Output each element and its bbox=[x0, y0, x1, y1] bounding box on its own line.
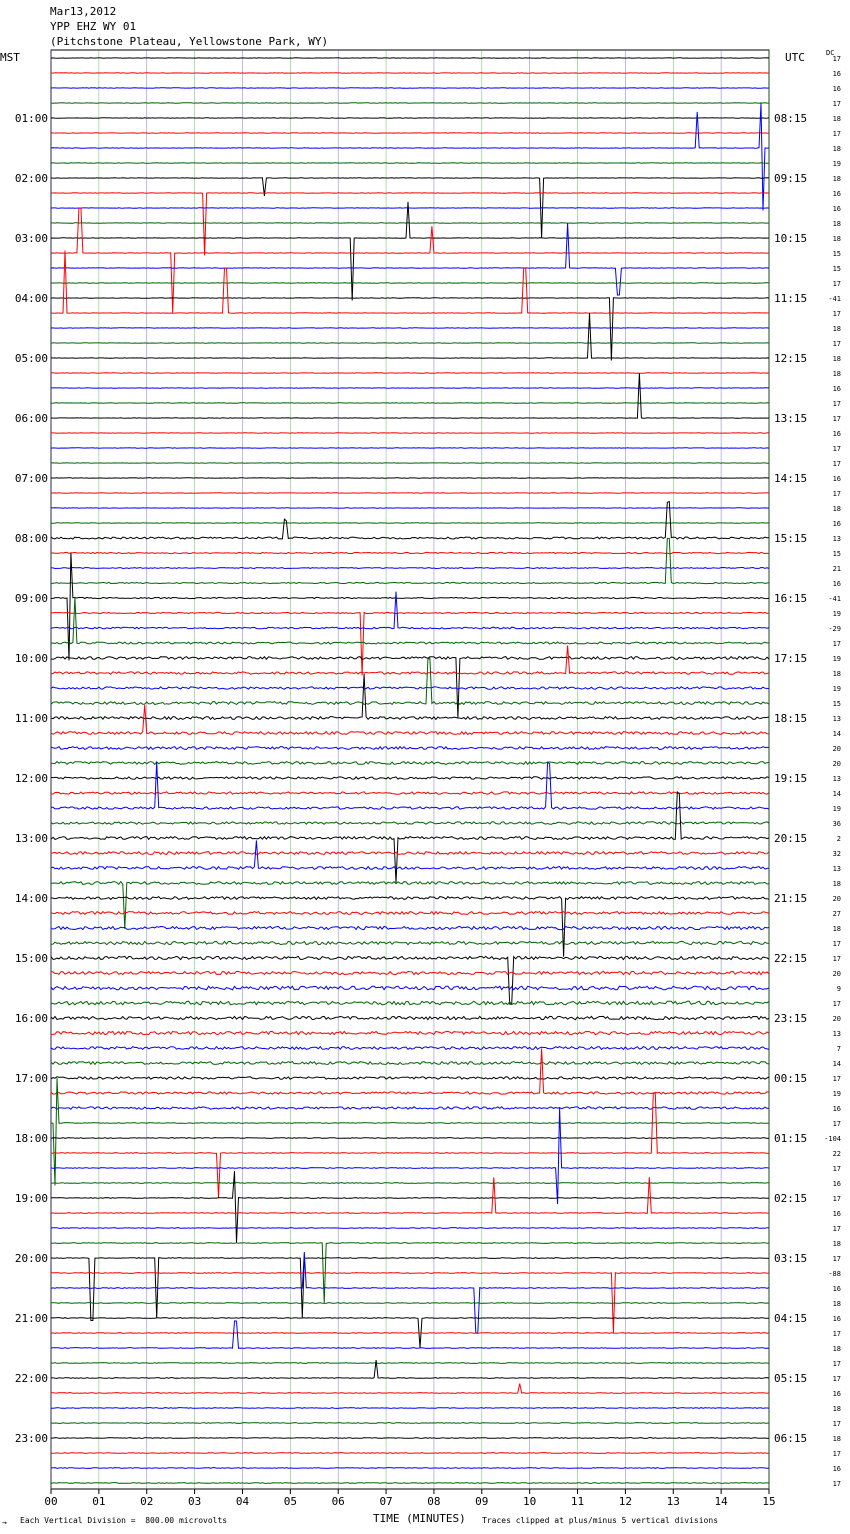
dc-offset-label: 14 bbox=[832, 790, 841, 798]
dc-offset-label: 16 bbox=[832, 1285, 841, 1293]
dc-offset-label: 20 bbox=[832, 1015, 841, 1023]
seismic-trace-72 bbox=[51, 1078, 769, 1185]
seismic-trace-93 bbox=[51, 1438, 769, 1439]
seismic-trace-21 bbox=[51, 313, 769, 358]
seismic-trace-14 bbox=[51, 208, 769, 313]
dc-offset-label: 18 bbox=[832, 115, 841, 123]
mst-hour-label: 05:00 bbox=[14, 352, 48, 365]
dc-offset-label: 17 bbox=[832, 1375, 841, 1383]
seismic-trace-62 bbox=[51, 971, 769, 974]
seismic-trace-43 bbox=[51, 687, 769, 689]
dc-offset-label: 19 bbox=[832, 685, 841, 693]
dc-offset-label: 19 bbox=[832, 610, 841, 618]
seismic-trace-33 bbox=[51, 502, 769, 539]
mst-hour-label: 14:00 bbox=[14, 892, 48, 905]
x-tick-label: 08 bbox=[427, 1495, 441, 1508]
dc-offset-label: 17 bbox=[832, 310, 841, 318]
seismic-trace-90 bbox=[51, 1384, 769, 1394]
dc-offset-label: 17 bbox=[832, 130, 841, 138]
dc-offset-label: 17 bbox=[832, 415, 841, 423]
utc-hour-label: 20:15 bbox=[774, 832, 808, 845]
dc-offset-label: 14 bbox=[832, 730, 841, 738]
seismic-trace-57 bbox=[51, 897, 769, 957]
seismic-trace-40 bbox=[51, 597, 769, 644]
x-tick-label: 01 bbox=[92, 1495, 106, 1508]
seismic-trace-18 bbox=[51, 251, 769, 314]
dc-offset-label: 13 bbox=[832, 715, 841, 723]
utc-hour-label: 06:15 bbox=[774, 1432, 808, 1445]
mst-hour-label: 19:00 bbox=[14, 1192, 48, 1205]
seismic-trace-46 bbox=[51, 705, 769, 735]
seismic-trace-66 bbox=[51, 1031, 769, 1034]
dc-offset-label: 18 bbox=[832, 325, 841, 333]
seismic-trace-85 bbox=[51, 1318, 769, 1348]
dc-offset-label: 18 bbox=[832, 220, 841, 228]
dc-offset-label: 17 bbox=[832, 640, 841, 648]
seismic-trace-13 bbox=[51, 202, 769, 301]
mst-hour-label: 07:00 bbox=[14, 472, 48, 485]
dc-offset-label: -88 bbox=[828, 1270, 841, 1278]
dc-offset-label: 18 bbox=[832, 670, 841, 678]
dc-offset-label: 20 bbox=[832, 745, 841, 753]
utc-hour-label: 22:15 bbox=[774, 952, 808, 965]
mst-hour-label: 10:00 bbox=[14, 652, 48, 665]
dc-offset-label: -41 bbox=[828, 595, 841, 603]
utc-hour-label: 03:15 bbox=[774, 1252, 808, 1265]
right-time-zone-label: UTC bbox=[785, 51, 805, 64]
mst-hour-label: 15:00 bbox=[14, 952, 48, 965]
seismic-trace-17 bbox=[51, 298, 769, 361]
mst-hour-label: 12:00 bbox=[14, 772, 48, 785]
left-time-zone-label: MST bbox=[0, 51, 20, 64]
dc-offset-label: 13 bbox=[832, 1030, 841, 1038]
corner-arrow-icon: → bbox=[2, 1518, 7, 1527]
seismic-trace-41 bbox=[51, 657, 769, 718]
dc-offset-label: 17 bbox=[832, 1420, 841, 1428]
mst-hour-label: 16:00 bbox=[14, 1012, 48, 1025]
mst-hour-label: 09:00 bbox=[14, 592, 48, 605]
seismic-trace-45 bbox=[51, 674, 769, 719]
dc-offset-label: 13 bbox=[832, 535, 841, 543]
dc-offset-label: 13 bbox=[832, 865, 841, 873]
x-tick-label: 09 bbox=[475, 1495, 489, 1508]
seismic-trace-36 bbox=[51, 538, 769, 583]
seismic-trace-52 bbox=[51, 822, 769, 824]
seismic-trace-58 bbox=[51, 912, 769, 915]
dc-offset-label: 36 bbox=[832, 820, 841, 828]
dc-offset-label: 16 bbox=[832, 385, 841, 393]
x-tick-label: 15 bbox=[762, 1495, 776, 1508]
seismic-trace-71 bbox=[51, 1107, 769, 1109]
seismic-trace-64 bbox=[51, 1001, 769, 1005]
seismic-trace-65 bbox=[51, 1016, 769, 1019]
utc-hour-label: 12:15 bbox=[774, 352, 808, 365]
dc-offset-label: 17 bbox=[832, 1480, 841, 1488]
dc-offset-label: 27 bbox=[832, 910, 841, 918]
dc-offset-label: 17 bbox=[832, 1450, 841, 1458]
utc-hour-label: 01:15 bbox=[774, 1132, 808, 1145]
clipping-note: Traces clipped at plus/minus 5 vertical divisions bbox=[482, 1516, 719, 1525]
dc-offset-label: 22 bbox=[832, 1150, 841, 1158]
seismic-trace-42 bbox=[51, 646, 769, 675]
seismic-trace-54 bbox=[51, 852, 769, 855]
dc-offset-label: 15 bbox=[832, 265, 841, 273]
dc-offset-label: 16 bbox=[832, 205, 841, 213]
dc-offset-label: 18 bbox=[832, 1435, 841, 1443]
seismic-trace-67 bbox=[51, 1047, 769, 1050]
x-tick-label: 02 bbox=[140, 1495, 154, 1508]
dc-offset-label: 17 bbox=[832, 1195, 841, 1203]
dc-offset-label: 16 bbox=[832, 520, 841, 528]
utc-hour-label: 23:15 bbox=[774, 1012, 808, 1025]
x-tick-label: 14 bbox=[714, 1495, 728, 1508]
mst-hour-label: 23:00 bbox=[14, 1432, 48, 1445]
vertical-scale-note: Each Vertical Division = 800.00 microvolts bbox=[20, 1516, 228, 1525]
seismic-trace-80 bbox=[51, 1243, 769, 1304]
seismic-trace-83 bbox=[51, 1252, 769, 1333]
utc-hour-label: 18:15 bbox=[774, 712, 808, 725]
dc-offset-label: 15 bbox=[832, 700, 841, 708]
seismic-trace-69 bbox=[51, 1077, 769, 1079]
seismic-trace-75 bbox=[51, 1108, 769, 1204]
seismic-trace-44 bbox=[51, 658, 769, 704]
seismic-trace-70 bbox=[51, 1048, 769, 1094]
dc-offset-label: 16 bbox=[832, 580, 841, 588]
dc-offset-label: 19 bbox=[832, 655, 841, 663]
dc-offset-label: 18 bbox=[832, 880, 841, 888]
mst-hour-label: 18:00 bbox=[14, 1132, 48, 1145]
utc-hour-label: 16:15 bbox=[774, 592, 808, 605]
dc-offset-label: 16 bbox=[832, 85, 841, 93]
dc-offset-label: 17 bbox=[832, 100, 841, 108]
dc-offset-label: 2 bbox=[836, 835, 841, 843]
dc-offset-label: 16 bbox=[832, 1315, 841, 1323]
dc-offset-label: 18 bbox=[832, 1300, 841, 1308]
seismic-trace-82 bbox=[51, 1273, 769, 1334]
dc-offset-label: 15 bbox=[832, 550, 841, 558]
dc-offset-label: 18 bbox=[832, 370, 841, 378]
seismic-trace-68 bbox=[51, 1062, 769, 1065]
dc-offset-label: 17 bbox=[832, 1000, 841, 1008]
dc-offset-label: 16 bbox=[832, 1465, 841, 1473]
dc-offset-label: 21 bbox=[832, 565, 841, 573]
utc-hour-label: 17:15 bbox=[774, 652, 808, 665]
x-tick-label: 12 bbox=[618, 1495, 633, 1508]
dc-offset-label: 17 bbox=[832, 280, 841, 288]
dc-offset-label: 17 bbox=[832, 55, 841, 63]
seismic-trace-86 bbox=[51, 1333, 769, 1334]
dc-offset-label: 18 bbox=[832, 505, 841, 513]
station-code: YPP EHZ WY 01 bbox=[50, 20, 137, 33]
dc-offset-label: 17 bbox=[832, 1225, 841, 1233]
seismic-trace-84 bbox=[51, 1303, 769, 1304]
dc-offset-label: 17 bbox=[832, 1360, 841, 1368]
dc-offset-label: -104 bbox=[824, 1135, 841, 1143]
dc-offset-label: 18 bbox=[832, 1240, 841, 1248]
dc-offset-label: 17 bbox=[832, 940, 841, 948]
seismic-trace-51 bbox=[51, 762, 769, 809]
seismic-trace-87 bbox=[51, 1321, 769, 1349]
seismic-trace-10 bbox=[51, 193, 769, 256]
seismic-trace-48 bbox=[51, 762, 769, 765]
dc-offset-label: 16 bbox=[832, 475, 841, 483]
x-tick-label: 13 bbox=[666, 1495, 680, 1508]
dc-offset-label: 17 bbox=[832, 955, 841, 963]
dc-offset-label: -29 bbox=[828, 625, 841, 633]
dc-offset-label: 19 bbox=[832, 805, 841, 813]
seismic-trace-89 bbox=[51, 1360, 769, 1378]
dc-offset-label: 18 bbox=[832, 355, 841, 363]
seismic-trace-74 bbox=[51, 1093, 769, 1198]
seismic-trace-25 bbox=[51, 373, 769, 418]
dc-offset-label: 20 bbox=[832, 895, 841, 903]
seismic-trace-79 bbox=[51, 1228, 769, 1229]
dc-offset-label: 16 bbox=[832, 1105, 841, 1113]
x-axis-title: TIME (MINUTES) bbox=[373, 1512, 466, 1525]
seismic-trace-15 bbox=[51, 223, 769, 295]
utc-hour-label: 09:15 bbox=[774, 172, 808, 185]
seismic-trace-53 bbox=[51, 792, 769, 883]
record-date: Mar13,2012 bbox=[50, 5, 117, 18]
x-tick-label: 00 bbox=[44, 1495, 58, 1508]
seismic-trace-78 bbox=[51, 1177, 769, 1213]
utc-hour-label: 02:15 bbox=[774, 1192, 808, 1205]
mst-hour-label: 02:00 bbox=[14, 172, 48, 185]
x-tick-label: 11 bbox=[570, 1495, 585, 1508]
utc-hour-label: 08:15 bbox=[774, 112, 808, 125]
dc-offset-label: 17 bbox=[832, 1330, 841, 1338]
dc-offset-label: 16 bbox=[832, 70, 841, 78]
dc-offset-label: 18 bbox=[832, 925, 841, 933]
seismic-trace-91 bbox=[51, 1408, 769, 1409]
seismic-trace-49 bbox=[51, 777, 769, 779]
dc-offset-label: 17 bbox=[832, 1255, 841, 1263]
dc-offset-label: 17 bbox=[832, 445, 841, 453]
dc-offset-label: 32 bbox=[832, 850, 841, 858]
seismic-trace-56 bbox=[51, 882, 769, 929]
dc-offset-label: 15 bbox=[832, 250, 841, 258]
x-tick-label: 07 bbox=[379, 1495, 393, 1508]
seismic-trace-39 bbox=[51, 592, 769, 629]
mst-hour-label: 20:00 bbox=[14, 1252, 48, 1265]
dc-offset-label: 14 bbox=[832, 1060, 841, 1068]
seismic-trace-96 bbox=[51, 1483, 769, 1484]
dc-offset-label: 18 bbox=[832, 235, 841, 243]
utc-hour-label: 00:15 bbox=[774, 1072, 808, 1085]
dc-offset-label: 16 bbox=[832, 190, 841, 198]
plot-frame bbox=[51, 50, 769, 1489]
dc-offset-label: 13 bbox=[832, 775, 841, 783]
seismic-trace-47 bbox=[51, 747, 769, 750]
dc-offset-label: 20 bbox=[832, 970, 841, 978]
dc-offset-label: 17 bbox=[832, 1120, 841, 1128]
dc-offset-label: 18 bbox=[832, 1405, 841, 1413]
seismic-trace-92 bbox=[51, 1423, 769, 1424]
seismic-trace-37 bbox=[51, 553, 769, 661]
utc-hour-label: 13:15 bbox=[774, 412, 808, 425]
dc-offset-label: 16 bbox=[832, 1390, 841, 1398]
x-tick-label: 03 bbox=[187, 1495, 202, 1508]
seismic-trace-55 bbox=[51, 840, 769, 869]
dc-offset-label: 19 bbox=[832, 160, 841, 168]
seismic-trace-9 bbox=[51, 178, 769, 238]
dc-offset-label: 17 bbox=[832, 340, 841, 348]
mst-hour-label: 17:00 bbox=[14, 1072, 48, 1085]
utc-hour-label: 05:15 bbox=[774, 1372, 808, 1385]
dc-offset-label: 18 bbox=[832, 175, 841, 183]
mst-hour-label: 03:00 bbox=[14, 232, 48, 245]
seismic-trace-50 bbox=[51, 792, 769, 794]
seismic-trace-81 bbox=[51, 1258, 769, 1321]
dc-offset-label: 17 bbox=[832, 1165, 841, 1173]
mst-hour-label: 22:00 bbox=[14, 1372, 48, 1385]
dc-offset-label: -41 bbox=[828, 295, 841, 303]
dc-offset-label: 18 bbox=[832, 1345, 841, 1353]
seismic-trace-76 bbox=[51, 1183, 769, 1184]
seismic-trace-94 bbox=[51, 1453, 769, 1454]
dc-offset-label: 16 bbox=[832, 1180, 841, 1188]
seismic-trace-35 bbox=[51, 568, 769, 569]
utc-hour-label: 10:15 bbox=[774, 232, 808, 245]
seismic-trace-60 bbox=[51, 941, 769, 944]
dc-offset-label: 7 bbox=[836, 1045, 841, 1053]
mst-hour-label: 13:00 bbox=[14, 832, 48, 845]
seismic-trace-38 bbox=[51, 612, 769, 675]
dc-offset-label: 20 bbox=[832, 760, 841, 768]
seismic-trace-7 bbox=[51, 103, 769, 210]
dc-offset-label: 17 bbox=[832, 460, 841, 468]
dc-offset-label: 17 bbox=[832, 400, 841, 408]
mst-hour-label: 11:00 bbox=[14, 712, 48, 725]
seismic-trace-88 bbox=[51, 1363, 769, 1364]
dc-offset-label: 16 bbox=[832, 1210, 841, 1218]
utc-hour-label: 21:15 bbox=[774, 892, 808, 905]
seismic-trace-34 bbox=[51, 552, 769, 553]
dc-offset-label: 9 bbox=[836, 985, 841, 993]
mst-hour-label: 21:00 bbox=[14, 1312, 48, 1325]
mst-hour-label: 04:00 bbox=[14, 292, 48, 305]
mst-hour-label: 08:00 bbox=[14, 532, 48, 545]
station-location: (Pitchstone Plateau, Yellowstone Park, WY) bbox=[50, 35, 329, 48]
utc-hour-label: 19:15 bbox=[774, 772, 808, 785]
x-tick-label: 05 bbox=[283, 1495, 297, 1508]
dc-offset-label: 16 bbox=[832, 430, 841, 438]
seismic-trace-63 bbox=[51, 986, 769, 990]
seismic-trace-59 bbox=[51, 926, 769, 929]
mst-hour-label: 06:00 bbox=[14, 412, 48, 425]
x-tick-label: 06 bbox=[331, 1495, 345, 1508]
utc-hour-label: 14:15 bbox=[774, 472, 808, 485]
mst-hour-label: 01:00 bbox=[14, 112, 48, 125]
dc-offset-header: DC bbox=[826, 49, 835, 57]
seismic-trace-73 bbox=[51, 1138, 769, 1139]
x-tick-label: 04 bbox=[235, 1495, 250, 1508]
dc-offset-label: 19 bbox=[832, 1090, 841, 1098]
seismic-trace-61 bbox=[51, 956, 769, 1004]
utc-hour-label: 04:15 bbox=[774, 1312, 808, 1325]
utc-hour-label: 11:15 bbox=[774, 292, 808, 305]
dc-offset-label: 17 bbox=[832, 490, 841, 498]
dc-offset-label: 18 bbox=[832, 145, 841, 153]
utc-hour-label: 15:15 bbox=[774, 532, 808, 545]
seismic-trace-95 bbox=[51, 1468, 769, 1469]
seismic-trace-77 bbox=[51, 1171, 769, 1243]
x-tick-label: 10 bbox=[523, 1495, 537, 1508]
dc-offset-label: 17 bbox=[832, 1075, 841, 1083]
